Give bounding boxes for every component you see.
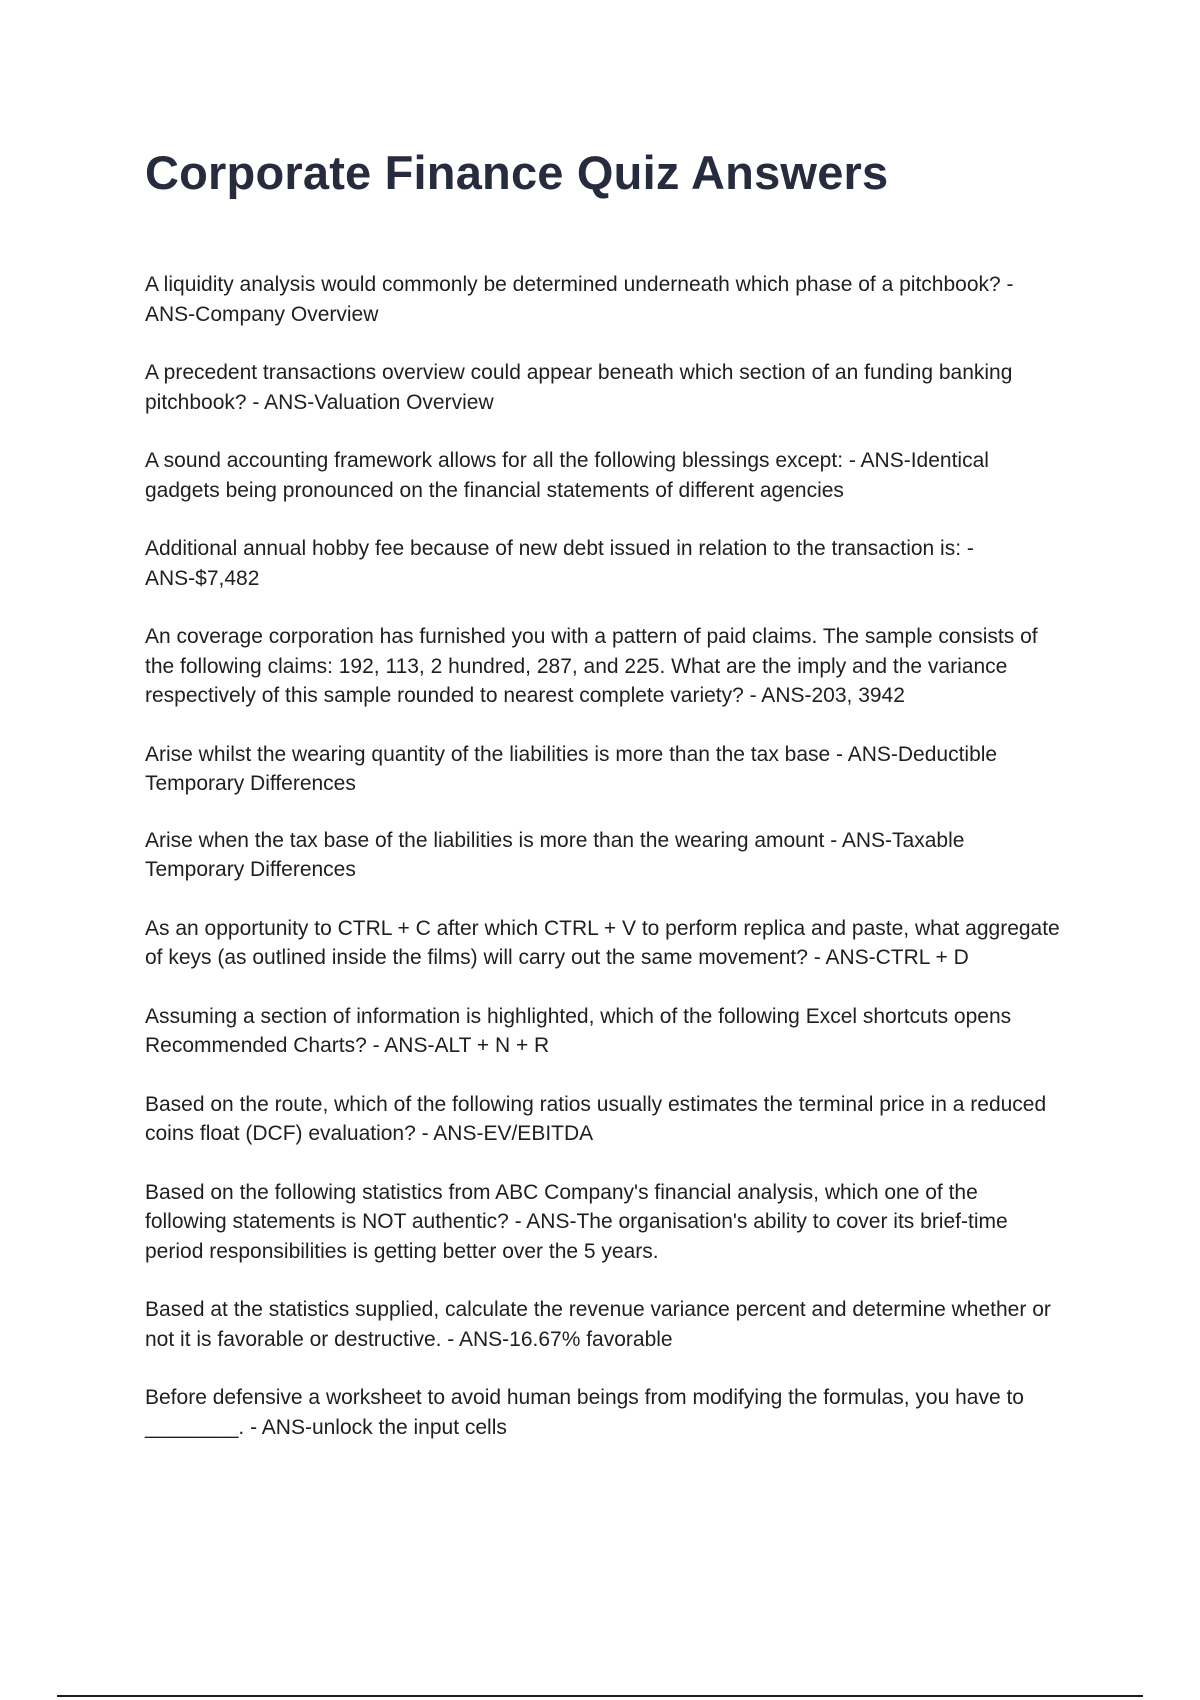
- qa-entry: Arise whilst the wearing quantity of the liabilities is more than the tax base - ANS-Deductible Temporary Differences: [145, 742, 998, 795]
- footer-divider: [57, 1695, 1143, 1697]
- qa-list: [145, 270, 1065, 1471]
- qa-entry: A sound accounting framework allows for all the following blessings except: - ANS-Identical gadgets being pronounced on the financial statements of different agencies: [145, 449, 989, 502]
- document-title: Corporate Finance Quiz Answers: [145, 146, 889, 199]
- qa-entry: As an opportunity to CTRL + C after which CTRL + V to perform replica and paste, what aggregate of keys (as outlined inside the films) will carry out the same movement? - ANS-CTRL + D: [145, 916, 1060, 969]
- qa-entry: Assuming a section of information is highlighted, which of the following Excel shortcuts opens Recommended Charts? - ANS-ALT + N + R: [145, 1004, 1012, 1057]
- qa-entry: Additional annual hobby fee because of new debt issued in relation to the transaction is: - ANS-$7,482: [145, 537, 974, 590]
- qa-entry: An coverage corporation has furnished you with a pattern of paid claims. The sample consists of the following claims: 192, 113, 2 hundred, 287, and 225. What are the imply and the variance respectively of this sample rounded to nearest complete variety? - ANS-203, 3942: [145, 625, 1038, 707]
- qa-entry: Based at the statistics supplied, calculate the revenue variance percent and determine whether or not it is favorable or destructive. - ANS-16.67% favorable: [145, 1298, 1051, 1351]
- qa-entry: Arise when the tax base of the liabilities is more than the wearing amount - ANS-Taxable Temporary Differences: [145, 828, 965, 881]
- qa-entry: Based on the route, which of the following ratios usually estimates the terminal price in a reduced coins float (DCF) evaluation? - ANS-EV/EBITDA: [145, 1092, 1047, 1145]
- qa-entry: A liquidity analysis would commonly be determined underneath which phase of a pitchbook? - ANS-Company Overview: [145, 273, 1014, 326]
- qa-entry: Based on the following statistics from ABC Company's financial analysis, which one of the following statements is NOT authentic? - ANS-The organisation's ability to cover its brief-time period responsibilities is getting better over the 5 years.: [145, 1180, 1008, 1263]
- qa-entry: A precedent transactions overview could appear beneath which section of an funding banking pitchbook? - ANS-Valuation Overview: [145, 361, 1013, 414]
- qa-entry: Before defensive a worksheet to avoid human beings from modifying the formulas, you have to ________. - ANS-unlock the input cells: [145, 1386, 1024, 1439]
